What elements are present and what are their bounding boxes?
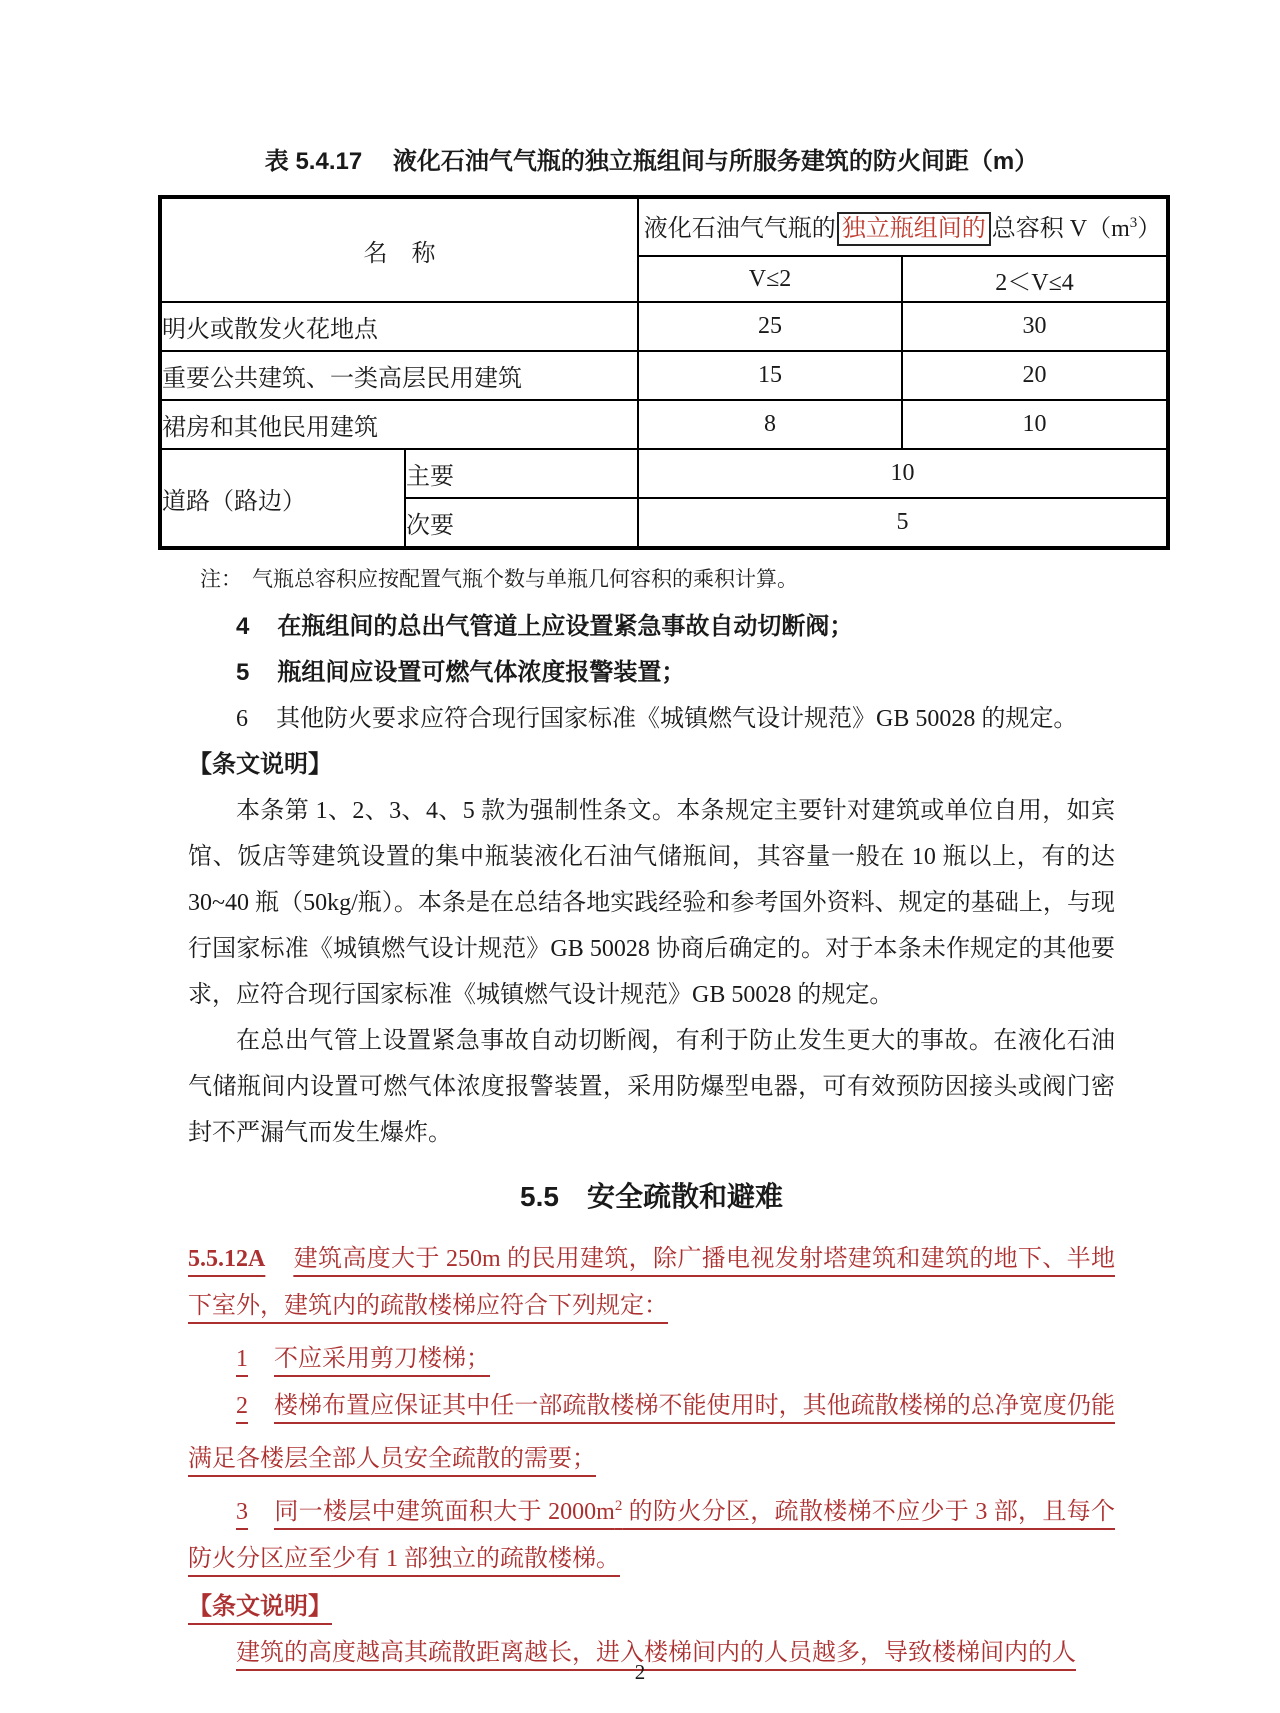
clause-item-4 (188, 604, 1115, 650)
item-superscript: 2 (614, 1498, 623, 1514)
red-item-2 (188, 1383, 1115, 1483)
red-clause-lead (188, 1236, 1115, 1330)
revision-box: 独立瓶组间的 (837, 212, 991, 246)
row-name: 裙房和其他民用建筑 (160, 400, 638, 449)
road-label-cell: 道路（路边） (160, 449, 405, 548)
table-header-row (160, 197, 1168, 256)
item-number: 3 (236, 1499, 248, 1525)
item-text: 楼梯布置应保证其中任一部疏散楼梯不能使用时，其他疏散楼梯的总净宽度仍能满足各楼层全部人员安全疏散的需要； (188, 1393, 1115, 1472)
item-text: 不应采用剪刀楼梯； (274, 1346, 490, 1372)
item-number: 1 (236, 1346, 248, 1372)
red-item-1 (188, 1330, 1115, 1383)
item-text: 瓶组间应设置可燃气体浓度报警装置； (277, 659, 686, 686)
header-name-cell: 名 称 (160, 197, 638, 302)
table-note (200, 564, 1115, 594)
section-heading: 5.5 安全疏散和避难 (520, 1181, 783, 1212)
range-cell-2: 2＜V≤4 (902, 256, 1168, 302)
fire-separation-table (158, 195, 1170, 550)
header-capacity-cell (638, 197, 1168, 256)
range-cell-1: V≤2 (638, 256, 902, 302)
road-sub-name: 主要 (405, 449, 638, 498)
row-value-1: 15 (638, 351, 902, 400)
row-value-2: 10 (902, 400, 1168, 449)
capacity-end: ） (1137, 216, 1162, 242)
table-caption: 表 5.4.17 液化石油气气瓶的独立瓶组间与所服务建筑的防火间距（m） (264, 148, 1039, 175)
note-label: 注： (200, 567, 242, 591)
red-item-3 (188, 1483, 1115, 1583)
item-text: 其他防火要求应符合现行国家标准《城镇燃气设计规范》GB 50028 的规定。 (276, 706, 1078, 732)
table-row (160, 302, 1168, 351)
clause-item-5 (188, 650, 1115, 696)
item-number: 6 (236, 706, 248, 732)
item-number: 2 (236, 1393, 248, 1419)
row-value-2: 30 (902, 302, 1168, 351)
item-number: 4 (236, 613, 250, 640)
table-row-road (160, 449, 1168, 498)
row-name: 重要公共建筑、一类高层民用建筑 (160, 351, 638, 400)
red-explanation-label: 【条文说明】 (188, 1593, 332, 1620)
capacity-superscript: 3 (1129, 215, 1138, 231)
item-text: 同一楼层中建筑面积大于 2000m (274, 1499, 615, 1525)
clause-items (188, 604, 1115, 742)
item-number: 5 (236, 659, 250, 686)
row-value-1: 25 (638, 302, 902, 351)
explanation-label: 【条文说明】 (188, 751, 332, 778)
clause-item-6 (188, 696, 1115, 742)
capacity-mid: 总容积 V（m (991, 216, 1130, 242)
red-clause-number: 5.5.12A (188, 1246, 266, 1272)
table-row (160, 400, 1168, 449)
row-value-1: 8 (638, 400, 902, 449)
row-value-2: 20 (902, 351, 1168, 400)
red-explanation-paragraph: 建筑的高度越高其疏散距离越长，进入楼梯间内的人员越多，导致楼梯间内的人 (236, 1640, 1076, 1666)
item-text: 在瓶组间的总出气管道上应设置紧急事故自动切断阀； (277, 613, 854, 640)
row-name: 明火或散发火花地点 (160, 302, 638, 351)
red-clause-text: 建筑高度大于 250m 的民用建筑，除广播电视发射塔建筑和建筑的地下、半地下室外，建筑内的疏散楼梯应符合下列规定： (188, 1246, 1115, 1319)
table-row (160, 351, 1168, 400)
explanation-paragraph-2: 在总出气管上设置紧急事故自动切断阀，有利于防止发生更大的事故。在液化石油气储瓶间内设置可燃气体浓度报警装置，采用防爆型电器，可有效预防因接头或阀门密封不严漏气而发生爆炸。 (188, 1028, 1115, 1146)
item-text-cont: 的防火分区，疏散楼梯不应少于 3 部，且每个防火分区应至少有 1 部独立的疏散楼梯。 (188, 1499, 1115, 1572)
road-sub-value: 5 (638, 498, 1168, 548)
page-content (162, 0, 1162, 1677)
capacity-prefix: 液化石油气气瓶的 (643, 216, 836, 242)
explanation-paragraph-1: 本条第 1、2、3、4、5 款为强制性条文。本条规定主要针对建筑或单位自用，如宾馆、饭店等建筑设置的集中瓶装液化石油气储瓶间，其容量一般在 10 瓶以上，有的达 30~40 瓶（50kg/瓶）。本条是在总结各地实践经验和参考国外资料、规定的基础上，与现行国家标准《城镇燃气设计规范》GB 50028 协商后确定的。对于本条未作规定的其他要求，应符合现行国家标准《城镇燃气设计规范》GB 50028 的规定。 (188, 798, 1115, 1008)
road-sub-value: 10 (638, 449, 1168, 498)
note-text: 气瓶总容积应按配置气瓶个数与单瓶几何容积的乘积计算。 (252, 567, 798, 591)
road-sub-name: 次要 (405, 498, 638, 548)
page-number: 2 (634, 1660, 646, 1684)
